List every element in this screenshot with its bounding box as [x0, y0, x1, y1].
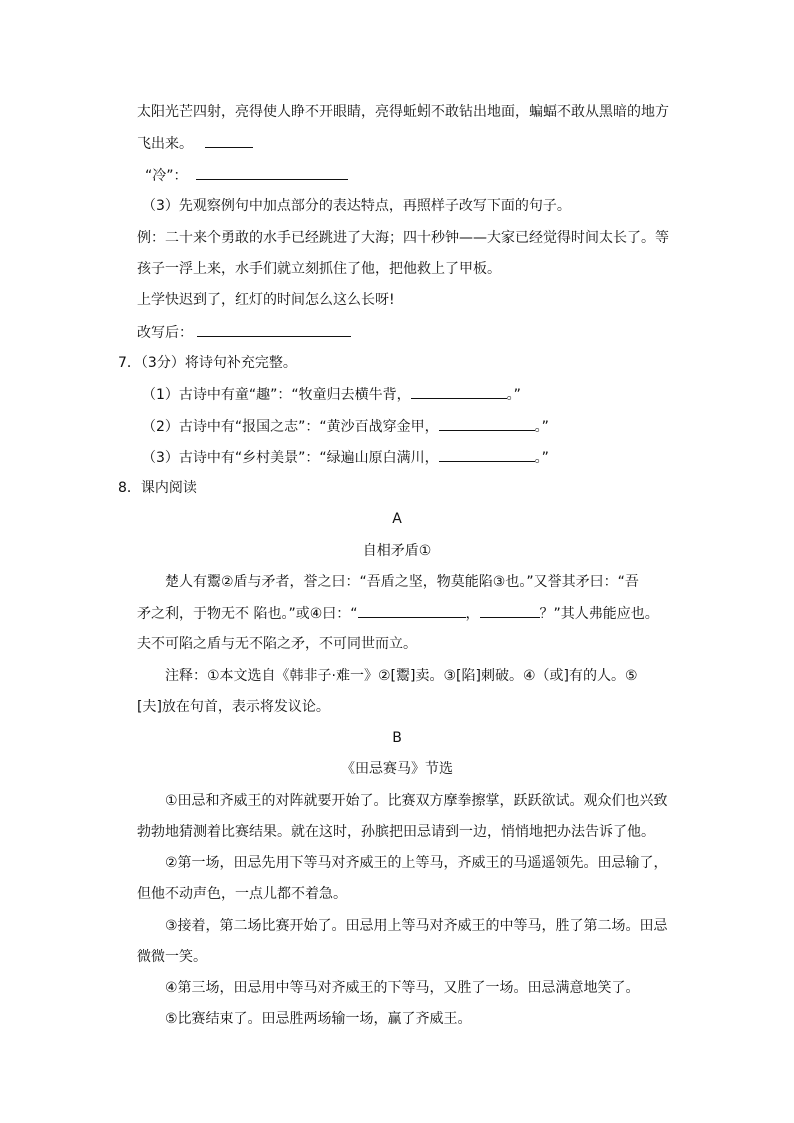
- example-line: 例：二十来个勇敢的水手已经跳进了大海；四十秒钟——大家已经觉得时间太长了。等: [137, 230, 669, 246]
- section-a-title: 自相矛盾①: [362, 543, 432, 559]
- poem-item: [142, 416, 549, 436]
- cold-line: [145, 165, 348, 185]
- poem-prompt: （3）古诗中有“乡村美景”：“绿遍山原白满川，: [142, 450, 439, 466]
- answer-blank[interactable]: [358, 603, 466, 618]
- poem-prompt: （1）古诗中有童“趣”：“牧童归去横牛背，: [142, 387, 411, 403]
- passage-line: 勃勃地猜测着比赛结果。就在这时，孙膑把田忌请到一边，悄悄地把办法告诉了他。: [137, 824, 655, 840]
- passage-text: 矛之利，于物无不 陷也。”或④曰：“: [137, 606, 358, 622]
- answer-blank[interactable]: [411, 384, 507, 399]
- question-7-heading: 7．（3分）将诗句补充完整。: [118, 355, 297, 371]
- poem-item: [142, 447, 549, 467]
- section-a-label: A: [392, 511, 402, 527]
- example-line: 孩子一浮上来，水手们就立刻抓住了他，把他救上了甲板。: [137, 261, 501, 277]
- passage-line: 但他不动声色，一点儿都不着急。: [137, 886, 347, 902]
- passage-line: [137, 603, 659, 623]
- answer-blank[interactable]: [197, 322, 351, 337]
- passage-line: ②第一场，田忌先用下等马对齐威王的上等马，齐威王的马遥遥领先。田忌输了，: [165, 855, 668, 871]
- answer-blank[interactable]: [439, 416, 535, 431]
- answer-blank[interactable]: [196, 165, 348, 180]
- rewrite-source: 上学快迟到了，红灯的时间怎么这么长呀!: [137, 292, 395, 308]
- passage-line: ⑤比赛结束了。田忌胜两场输一场，赢了齐威王。: [165, 1011, 472, 1027]
- passage-text: ，: [465, 606, 480, 622]
- passage-line: ③接着，第二场比赛开始了。田忌用上等马对齐威王的中等马，胜了第二场。田忌: [165, 918, 668, 934]
- section-b-title: 《田忌赛马》节选: [341, 761, 453, 777]
- poem-suffix: 。”: [534, 419, 549, 435]
- passage-line: ①田忌和齐威王的对阵就要开始了。比赛双方摩拳擦掌，跃跃欲试。观众们也兴致: [165, 793, 668, 809]
- passage-line: 楚人有鬻②盾与矛者，誉之曰：“吾盾之坚，物莫能陷③也。”又誉其矛曰：“吾: [165, 574, 639, 590]
- note-line: 注释：①本文选自《韩非子·难一》②[鬻]卖。③[陷]刺破。④（或]有的人。⑤: [165, 668, 638, 684]
- poem-suffix: 。”: [506, 387, 521, 403]
- passage-line: 微微一笑。: [137, 949, 207, 965]
- answer-blank[interactable]: [480, 603, 540, 618]
- answer-blank[interactable]: [205, 133, 253, 148]
- section-b-label: B: [392, 730, 402, 746]
- poem-suffix: 。”: [534, 450, 549, 466]
- sub-question-instruction: （3）先观察例句中加点部分的表达特点，再照样子改写下面的句子。: [142, 198, 571, 214]
- poem-item: [142, 384, 521, 404]
- rewrite-line: [137, 322, 351, 342]
- paragraph-line: [137, 133, 253, 153]
- paragraph-line: 太阳光芒四射，亮得使人睁不开眼睛，亮得蚯蚓不敢钻出地面，蝙蝠不敢从黑暗的地方: [137, 104, 669, 120]
- note-line: [夫]放在句首，表示将发议论。: [137, 699, 330, 715]
- rewrite-label: 改写后：: [137, 325, 193, 341]
- paragraph-text: 飞出来。: [137, 136, 193, 152]
- passage-line: ④第三场，田忌用中等马对齐威王的下等马，又胜了一场。田忌满意地笑了。: [165, 980, 640, 996]
- question-8-heading: 8．课内阅读: [118, 480, 197, 496]
- passage-text: ？”其人弗能应也。: [539, 606, 659, 622]
- passage-line: 夫不可陷之盾与无不陷之矛，不可同世而立。: [137, 636, 417, 652]
- answer-blank[interactable]: [439, 447, 535, 462]
- cold-label: “冷”：: [145, 168, 188, 184]
- poem-prompt: （2）古诗中有“报国之志”：“黄沙百战穿金甲，: [142, 419, 439, 435]
